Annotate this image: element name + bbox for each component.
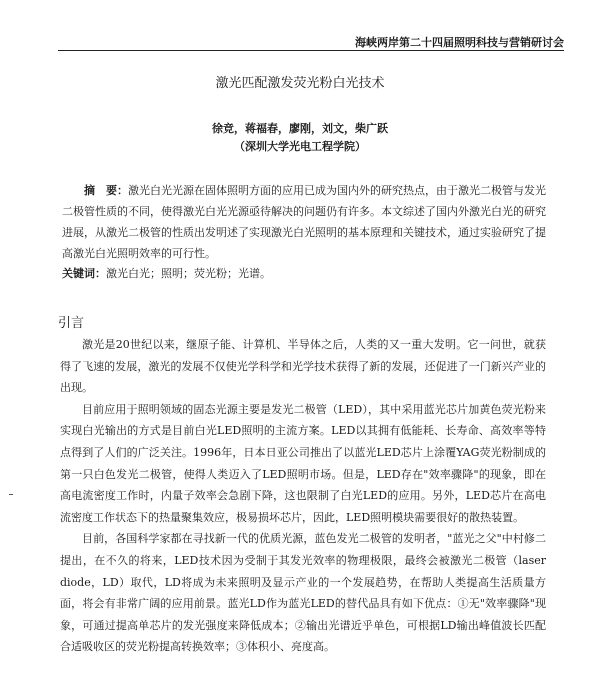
abstract	[62, 180, 546, 264]
section-heading-introduction: 引言	[58, 316, 85, 331]
paper-title: 激光匹配激发荧光粉白光技术	[215, 76, 385, 91]
body-text	[60, 334, 546, 658]
margin-mark	[9, 494, 13, 495]
paper-affiliation: （深圳大学光电工程学院）	[234, 140, 366, 153]
abstract-text: 激光白光光源在固体照明方面的应用已成为国内外的研究热点，由于激光二极管与发光二极管性质的不同，使得激光白光光源亟待解决的问题仍有许多。本文综述了国内外激光白光的研究进展，从激光二极管的性质出发明述了实现激光白光照明的基本原理和关键技术，通过实验研究了提高激光白光照明效率的可行性。	[62, 184, 546, 260]
body-paragraph-2: 目前应用于照明领域的固态光源主要是发光二极管（LED），其中采用蓝光芯片加黄色荧光粉来实现白光输出的方式是目前白光LED照明的主流方案。LED以其拥有低能耗、长寿命、高效率等特点得到了人们的广泛关注。1996年，日本日亚公司推出了以蓝光LED芯片上涂覆YAG荧光粉制成的第一只白色发光二极管，使得人类迈入了LED照明市场。但是，LED存在"效率骤降"的现象，即在高电流密度工作时，内量子效率会急剧下降，这也限制了白光LED的应用。另外，LED芯片在高电流密度工作状态下的热量聚集效应，极易损坏芯片，因此，LED照明模块需要很好的散热装置。	[60, 402, 546, 524]
body-paragraph-1: 激光是20世纪以来，继原子能、计算机、半导体之后，人类的又一重大发明。它一问世，就获得了飞速的发展，激光的发展不仅使光学科学和光学技术获得了新的发展，还促进了一门新兴产业的出现。	[60, 338, 546, 395]
running-header: 海峡两岸第二十四届照明科技与营销研讨会	[355, 36, 564, 49]
paper-authors: 徐竞，蒋福春，廖刚，刘文，柴广跃	[212, 122, 388, 135]
abstract-label: 摘 要：	[84, 184, 128, 197]
body-paragraph-3: 目前，各国科学家都在寻找新一代的优质光源，蓝色发光二极管的发明者，"蓝光之父"中村修二提出，在不久的将来，LED技术因为受制于其发光效率的物理极限，最终会被激光二极管（laser diode，LD）取代，LD将成为未来照明及显示产业的一个发展趋势，在帮助人类提高生活质量方面，将会有非常广阔的应用前景。蓝光LD作为蓝光LED的替代品具有如下优点：①无"效率骤降"现象，可通过提高单芯片的发光强度来降低成本；②输出光谱近乎单色，可根据LD输出峰值波长匹配合适吸收区的荧光粉提高转换效率；③体积小、亮度高。	[60, 532, 546, 654]
keywords-label: 关键词：	[62, 267, 106, 280]
header-rule	[58, 50, 564, 51]
keywords-text: 激光白光；照明；荧光粉；光谱。	[106, 267, 271, 280]
keywords	[62, 265, 546, 281]
